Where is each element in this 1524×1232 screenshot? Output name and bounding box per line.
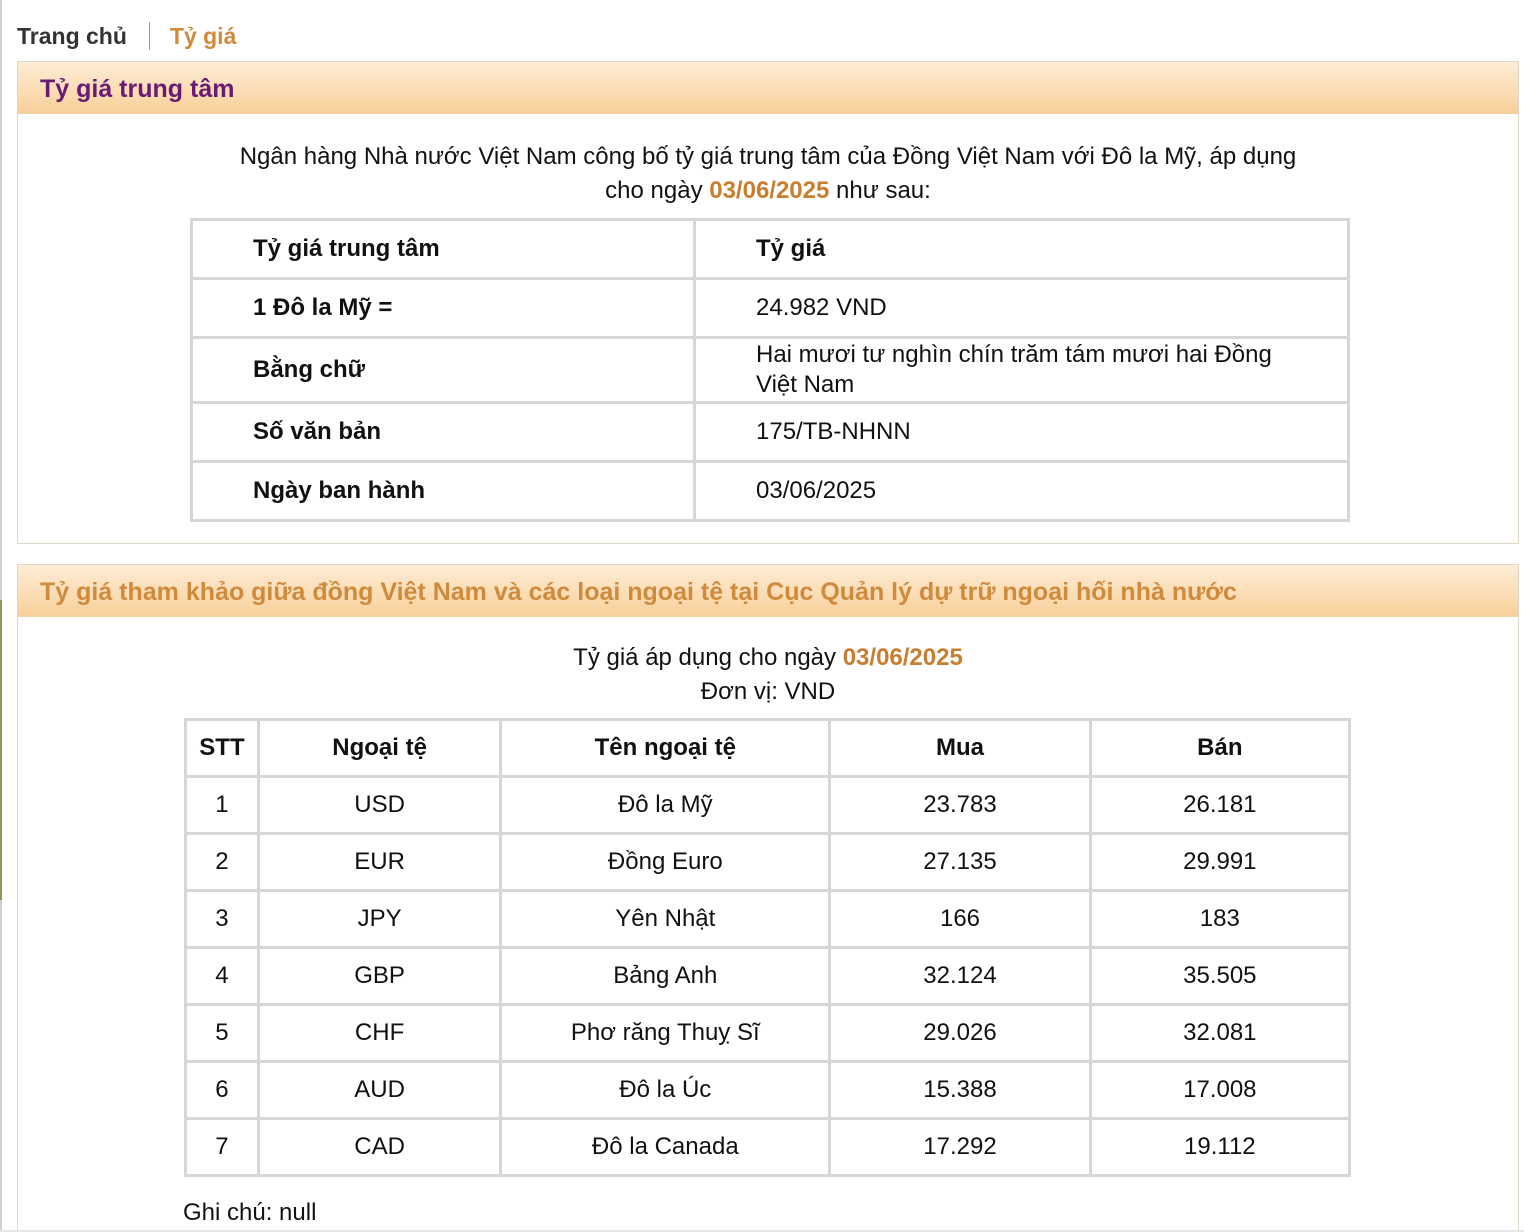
table-row [192, 462, 1349, 521]
table-header-row [192, 220, 1349, 279]
row-value: 24.982 VND [695, 279, 1349, 338]
cell-currency-code: EUR [258, 834, 500, 891]
table-row [192, 338, 1349, 403]
cell-currency-code: JPY [258, 891, 500, 948]
cell-stt: 4 [186, 948, 259, 1005]
breadcrumb-current: Tỷ giá [169, 22, 237, 49]
central-rate-panel [17, 61, 1519, 544]
intro-for-date-text: cho ngày [605, 177, 710, 204]
cell-currency-name: Đô la Mỹ [501, 777, 830, 834]
cell-sell: 26.181 [1090, 777, 1349, 834]
unit-label: Đơn vị: VND [700, 678, 836, 705]
row-value: 03/06/2025 [695, 462, 1349, 521]
cell-buy: 29.026 [830, 1005, 1090, 1062]
cell-sell: 19.112 [1090, 1119, 1349, 1176]
reference-rate-intro [18, 641, 1518, 709]
cell-sell: 35.505 [1090, 948, 1349, 1005]
cell-sell: 29.991 [1090, 834, 1349, 891]
cell-sell: 32.081 [1090, 1005, 1349, 1062]
cell-buy: 15.388 [830, 1062, 1090, 1119]
header-currency-code: Ngoại tệ [258, 720, 500, 777]
header-buy: Mua [830, 720, 1090, 777]
cell-stt: 7 [186, 1119, 259, 1176]
header-stt: STT [186, 720, 259, 777]
cell-stt: 6 [186, 1062, 259, 1119]
cell-currency-code: GBP [258, 948, 500, 1005]
central-rate-intro [18, 140, 1518, 208]
row-label: Bằng chữ [192, 338, 695, 403]
table-row [186, 891, 1350, 948]
row-label: Số văn bản [192, 403, 695, 462]
header-currency-name: Tên ngoại tệ [501, 720, 830, 777]
breadcrumb-home-link[interactable]: Trang chủ [17, 22, 127, 49]
table-row [186, 834, 1350, 891]
cell-buy: 166 [830, 891, 1090, 948]
reference-rate-table [184, 718, 1351, 1177]
central-rate-title: Tỷ giá trung tâm [18, 62, 1518, 114]
row-value: Hai mươi tư nghìn chín trăm tám mươi hai Đồng Việt Nam [695, 338, 1349, 403]
cell-stt: 5 [186, 1005, 259, 1062]
cell-currency-name: Đồng Euro [501, 834, 830, 891]
cell-stt: 2 [186, 834, 259, 891]
cell-currency-code: USD [258, 777, 500, 834]
cell-stt: 1 [186, 777, 259, 834]
left-border-accent [0, 600, 2, 900]
cell-currency-code: CHF [258, 1005, 500, 1062]
central-rate-date: 03/06/2025 [709, 177, 830, 204]
table-row [186, 1062, 1350, 1119]
table-row [192, 279, 1349, 338]
cell-sell: 17.008 [1090, 1062, 1349, 1119]
breadcrumb-separator [149, 22, 150, 50]
applied-date-label: Tỷ giá áp dụng cho ngày [573, 644, 843, 671]
cell-sell: 183 [1090, 891, 1349, 948]
note-text: Ghi chú: null [183, 1199, 317, 1226]
header-sell: Bán [1090, 720, 1349, 777]
central-rate-intro-line1: Ngân hàng Nhà nước Việt Nam công bố tỷ giá trung tâm của Đồng Việt Nam với Đô la Mỹ, áp dụng [239, 143, 1297, 170]
cell-buy: 27.135 [830, 834, 1090, 891]
cell-buy: 17.292 [830, 1119, 1090, 1176]
table-row [186, 777, 1350, 834]
cell-buy: 23.783 [830, 777, 1090, 834]
table-row [186, 1005, 1350, 1062]
cell-currency-name: Đô la Úc [501, 1062, 830, 1119]
cell-currency-name: Đô la Canada [501, 1119, 830, 1176]
breadcrumb [17, 20, 236, 52]
reference-rate-title: Tỷ giá tham khảo giữa đồng Việt Nam và các loại ngoại tệ tại Cục Quản lý dự trữ ngoại hối nhà nước [18, 565, 1518, 617]
applied-date-line [18, 641, 1518, 675]
header-rate: Tỷ giá [695, 220, 1349, 279]
central-rate-intro-line2 [18, 174, 1518, 208]
reference-rate-date: 03/06/2025 [842, 644, 963, 671]
reference-rate-panel [17, 564, 1519, 1232]
central-rate-table [190, 218, 1350, 522]
cell-currency-code: CAD [258, 1119, 500, 1176]
cell-currency-name: Bảng Anh [501, 948, 830, 1005]
table-row [192, 403, 1349, 462]
cell-buy: 32.124 [830, 948, 1090, 1005]
table-row [186, 1119, 1350, 1176]
cell-currency-name: Yên Nhật [501, 891, 830, 948]
cell-currency-code: AUD [258, 1062, 500, 1119]
row-label: Ngày ban hành [192, 462, 695, 521]
row-value: 175/TB-NHNN [695, 403, 1349, 462]
row-label: 1 Đô la Mỹ = [192, 279, 695, 338]
intro-tail-text: như sau: [829, 177, 931, 204]
cell-currency-name: Phơ răng Thuỵ Sĩ [501, 1005, 830, 1062]
table-header-row [186, 720, 1350, 777]
table-row [186, 948, 1350, 1005]
cell-stt: 3 [186, 891, 259, 948]
header-central-rate: Tỷ giá trung tâm [192, 220, 695, 279]
